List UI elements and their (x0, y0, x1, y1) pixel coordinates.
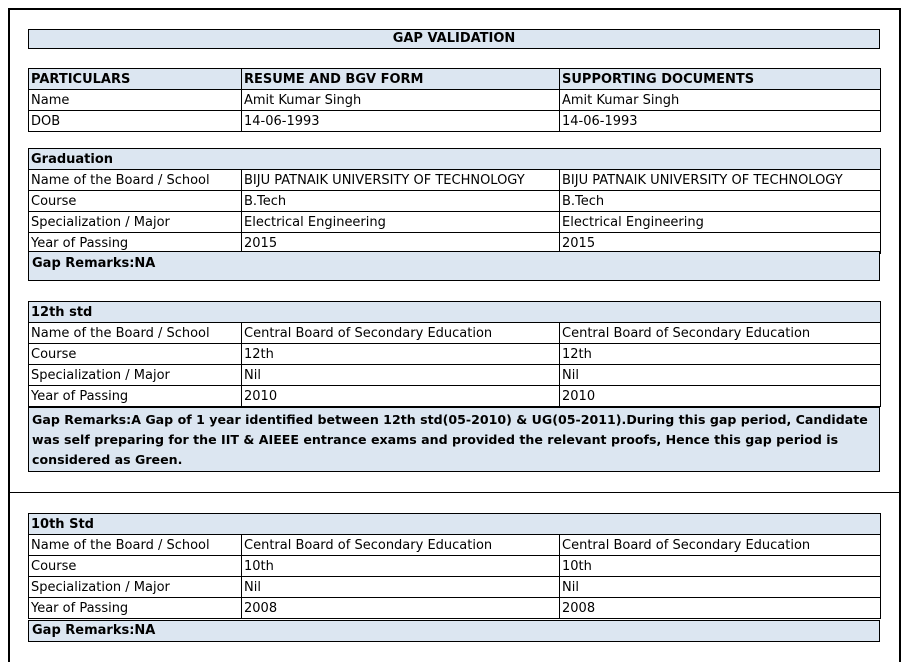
resume-value: Nil (242, 577, 560, 598)
row-label: Course (29, 344, 242, 365)
personal-table (28, 68, 881, 132)
docs-value: 2010 (560, 386, 881, 407)
std12-gap-remarks: Gap Remarks:A Gap of 1 year identified between 12th std(05-2010) & UG(05-2011).During this gap period, Candidate was self preparing for the IIT & AIEEE entrance exams and provided the relevant proofs, Hence this gap period is considered as Green. (28, 407, 880, 472)
docs-value: 10th (560, 556, 881, 577)
resume-value: Nil (242, 365, 560, 386)
section-heading: Graduation (29, 149, 881, 170)
table-row (29, 577, 881, 598)
section-heading: 12th std (29, 302, 881, 323)
row-label: Name (29, 90, 242, 111)
row-label: Year of Passing (29, 386, 242, 407)
docs-value: Nil (560, 365, 881, 386)
std12-table (28, 301, 881, 407)
docs-value: 2015 (560, 233, 881, 254)
table-row (29, 556, 881, 577)
table-row (29, 170, 881, 191)
resume-value: 2008 (242, 598, 560, 619)
docs-value: BIJU PATNAIK UNIVERSITY OF TECHNOLOGY (560, 170, 881, 191)
table-row (29, 323, 881, 344)
docs-value: Nil (560, 577, 881, 598)
table-header-row (29, 69, 881, 90)
resume-value: B.Tech (242, 191, 560, 212)
row-label: Year of Passing (29, 598, 242, 619)
docs-value: 2008 (560, 598, 881, 619)
section-heading: 10th Std (29, 514, 881, 535)
section-heading-row (29, 302, 881, 323)
table-row (29, 111, 881, 132)
row-label: DOB (29, 111, 242, 132)
table-row (29, 598, 881, 619)
resume-value: Central Board of Secondary Education (242, 323, 560, 344)
graduation-table (28, 148, 881, 254)
docs-value: Amit Kumar Singh (560, 90, 881, 111)
std10-gap-remarks: Gap Remarks:NA (28, 620, 880, 642)
section-heading-row (29, 149, 881, 170)
table-row (29, 344, 881, 365)
table-row (29, 212, 881, 233)
resume-value: Central Board of Secondary Education (242, 535, 560, 556)
row-label: Course (29, 556, 242, 577)
row-label: Name of the Board / School (29, 323, 242, 344)
resume-value: 2010 (242, 386, 560, 407)
row-label: Course (29, 191, 242, 212)
resume-value: 2015 (242, 233, 560, 254)
row-label: Specialization / Major (29, 365, 242, 386)
header-particulars: PARTICULARS (29, 69, 242, 90)
row-label: Specialization / Major (29, 577, 242, 598)
table-row (29, 90, 881, 111)
header-resume: RESUME AND BGV FORM (242, 69, 560, 90)
section-heading-row (29, 514, 881, 535)
docs-value: Central Board of Secondary Education (560, 323, 881, 344)
table-row (29, 386, 881, 407)
page-title: GAP VALIDATION (28, 29, 880, 49)
table-row (29, 365, 881, 386)
graduation-gap-remarks: Gap Remarks:NA (28, 251, 880, 281)
table-row (29, 535, 881, 556)
resume-value: BIJU PATNAIK UNIVERSITY OF TECHNOLOGY (242, 170, 560, 191)
row-label: Name of the Board / School (29, 170, 242, 191)
row-label: Name of the Board / School (29, 535, 242, 556)
row-label: Specialization / Major (29, 212, 242, 233)
resume-value: Amit Kumar Singh (242, 90, 560, 111)
resume-value: 14-06-1993 (242, 111, 560, 132)
header-documents: SUPPORTING DOCUMENTS (560, 69, 881, 90)
resume-value: 12th (242, 344, 560, 365)
row-label: Year of Passing (29, 233, 242, 254)
docs-value: B.Tech (560, 191, 881, 212)
docs-value: Central Board of Secondary Education (560, 535, 881, 556)
resume-value: Electrical Engineering (242, 212, 560, 233)
docs-value: 14-06-1993 (560, 111, 881, 132)
resume-value: 10th (242, 556, 560, 577)
table-row (29, 191, 881, 212)
std10-table (28, 513, 881, 619)
docs-value: Electrical Engineering (560, 212, 881, 233)
docs-value: 12th (560, 344, 881, 365)
